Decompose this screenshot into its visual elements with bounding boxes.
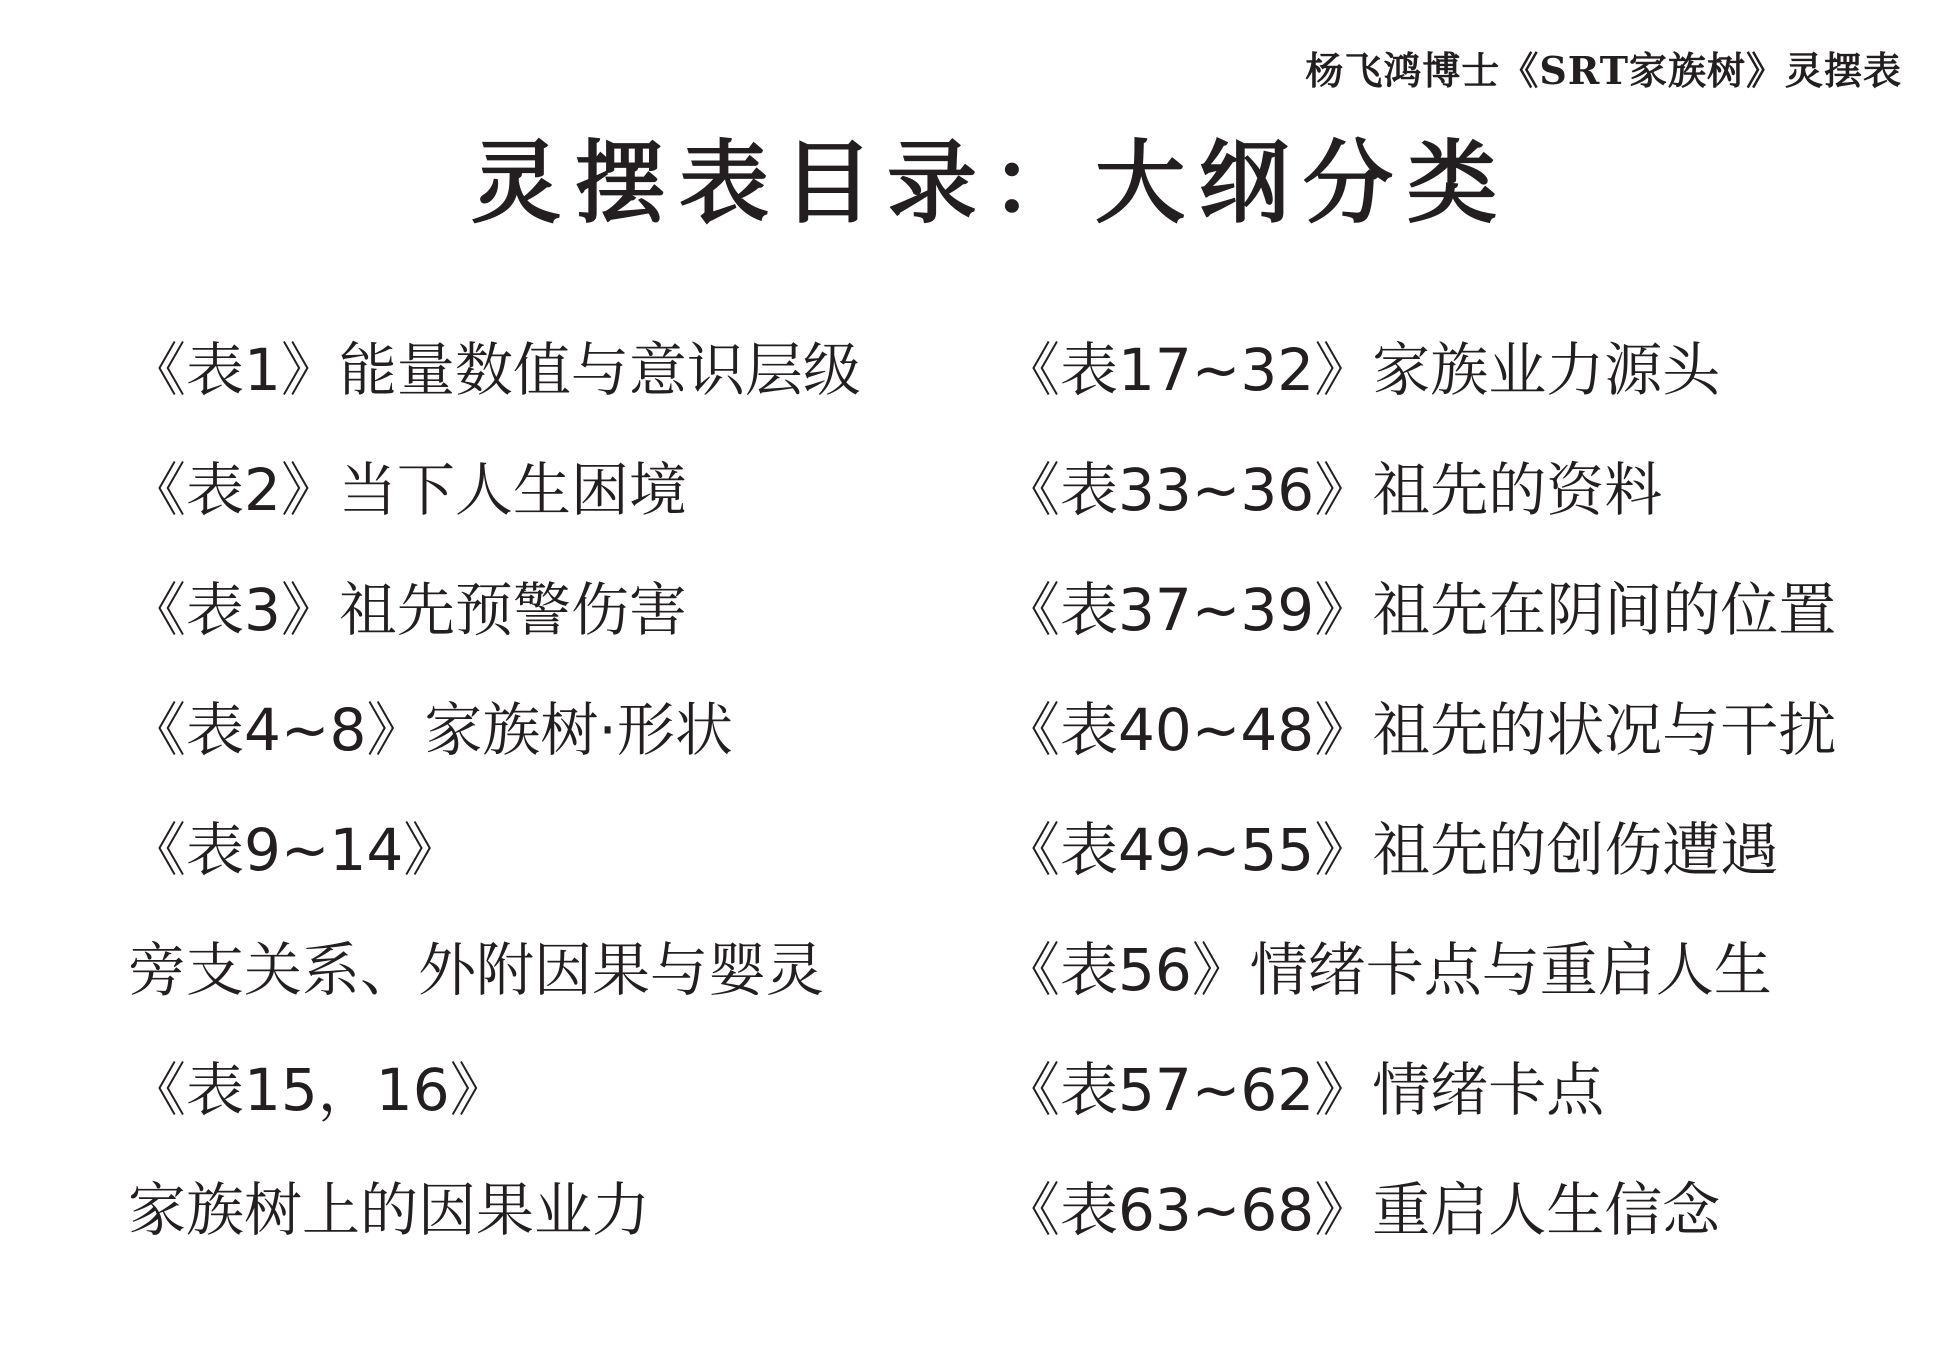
toc-entry: 《表49~55》祖先的创伤遭遇 [1002, 816, 1779, 884]
toc-entry: 《表17~32》家族业力源头 [1002, 336, 1721, 404]
toc-entry-continuation: 旁支关系、外附因果与婴灵 [128, 936, 825, 1004]
document-header-note: 杨飞鸿博士《SRT家族树》灵摆表 [1305, 48, 1902, 93]
toc-entry: 《表4~8》家族树·形状 [128, 696, 733, 764]
toc-entry: 《表33~36》祖先的资料 [1002, 456, 1663, 524]
toc-entry: 《表9~14》 [128, 816, 462, 884]
toc-entry: 《表1》能量数值与意识层级 [128, 336, 861, 404]
page-title: 灵摆表目录：大纲分类 [471, 131, 1511, 236]
toc-entry: 《表63~68》重启人生信念 [1002, 1176, 1721, 1244]
toc-right-column [1002, 322, 1836, 1282]
toc-entry: 《表2》当下人生困境 [128, 456, 687, 524]
toc-entry: 《表3》祖先预警伤害 [128, 576, 687, 644]
toc-entry: 《表57~62》情绪卡点 [1002, 1056, 1605, 1124]
toc-entry-continuation: 家族树上的因果业力 [128, 1176, 651, 1244]
toc-left-column [128, 322, 861, 1282]
toc-entry: 《表37~39》祖先在阴间的位置 [1002, 576, 1837, 644]
toc-entry: 《表15，16》 [128, 1056, 508, 1124]
toc-entry: 《表40~48》祖先的状况与干扰 [1002, 696, 1837, 764]
toc-entry: 《表56》情绪卡点与重启人生 [1002, 936, 1772, 1004]
